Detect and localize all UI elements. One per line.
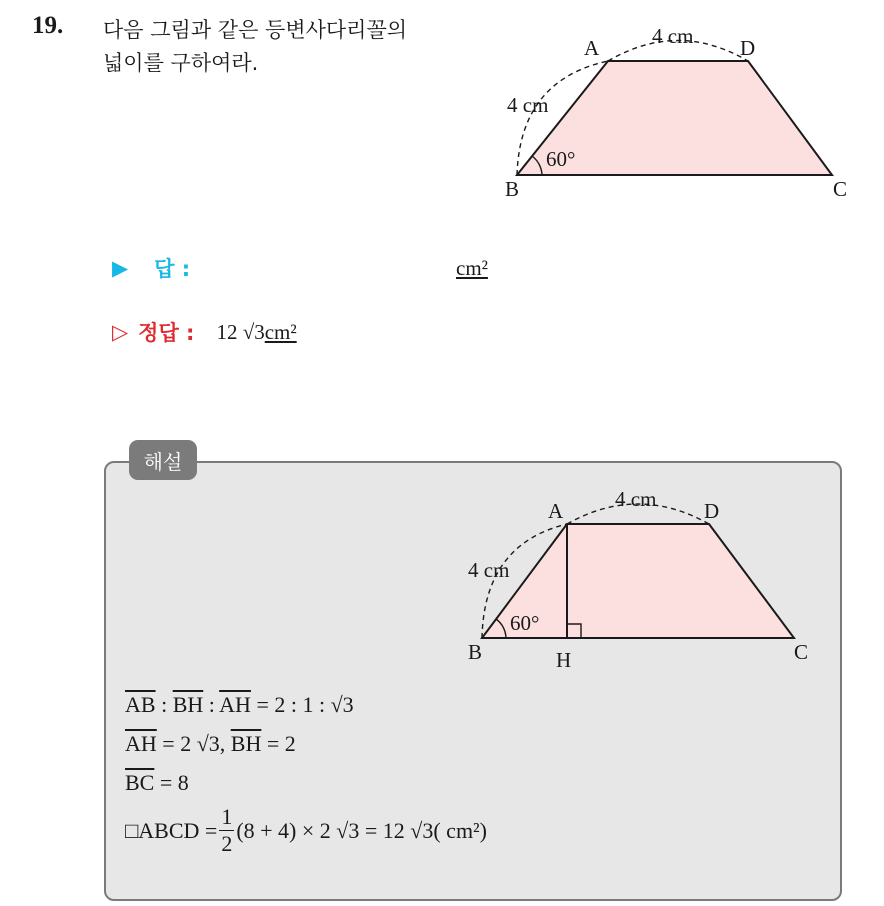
solution-vertex-b-label: B <box>468 640 483 664</box>
solution-vertex-d-label: D <box>704 499 720 523</box>
correct-value: 12 √3 <box>216 319 265 344</box>
equation-1 <box>125 692 354 718</box>
solution-vertex-c-label: C <box>794 640 809 664</box>
segment-ah-2: $\overline{AH}$ <box>125 731 157 756</box>
equation-4 <box>125 806 487 855</box>
question-text <box>103 14 407 80</box>
question-line-1: 다음 그림과 같은 등변사다리꼴의 <box>103 18 408 42</box>
solution-vertex-h-label: H <box>556 648 572 672</box>
question-number: 19. <box>32 12 64 39</box>
vertex-a-label: A <box>584 36 600 60</box>
equation-2 <box>125 731 296 757</box>
fraction-numerator: 1 <box>221 804 233 829</box>
top-length-label: 4 cm <box>652 24 694 48</box>
colon-2: : <box>203 692 220 717</box>
segment-ah: $\overline{AH}$ <box>219 692 251 717</box>
area-rhs: (8 + 4) × 2 √3 = 12 √3( cm²) <box>236 817 487 843</box>
solution-tab: 해설 <box>129 440 197 480</box>
segment-ab: $\overline{AB}$ <box>125 692 156 717</box>
segment-bh: $\overline{BH}$ <box>172 692 204 717</box>
vertex-c-label: C <box>833 177 848 201</box>
segment-bh-2: $\overline{BH}$ <box>230 731 262 756</box>
segment-bc: $\overline{BC}$ <box>125 770 155 795</box>
fraction-denominator: 2 <box>221 831 233 856</box>
answer-unit: cm² <box>456 256 488 280</box>
answer-label: 답 : <box>154 257 191 281</box>
solution-angle-label: 60° <box>510 611 540 635</box>
trapezoid-figure <box>490 18 870 208</box>
solution-vertex-a-label: A <box>548 499 564 523</box>
play-icon: ▶ <box>112 256 129 280</box>
correct-label: 정답 : <box>138 321 195 345</box>
ratio-rhs: = 2 : 1 : √3 <box>250 692 354 717</box>
solution-figure <box>460 484 840 679</box>
area-lhs: □ABCD = <box>125 817 218 843</box>
question-line-2: 넓이를 구하여라. <box>103 51 259 75</box>
outline-play-icon: ▷ <box>112 320 129 344</box>
angle-label: 60° <box>546 147 576 171</box>
colon-1: : <box>155 692 173 717</box>
vertex-b-label: B <box>505 177 520 201</box>
solution-top-length-label: 4 cm <box>615 487 657 511</box>
eq2-mid: = 2 √3, <box>156 731 231 756</box>
eq3-rhs: = 8 <box>154 770 189 795</box>
equation-3 <box>125 770 189 796</box>
eq2-rhs: = 2 <box>261 731 296 756</box>
vertex-d-label: D <box>740 36 756 60</box>
correct-answer-row <box>112 317 297 347</box>
solution-side-length-label: 4 cm <box>468 558 510 582</box>
fraction-half <box>219 806 234 855</box>
side-length-label: 4 cm <box>507 93 549 117</box>
answer-row <box>112 253 190 283</box>
correct-unit: cm² <box>264 319 297 344</box>
